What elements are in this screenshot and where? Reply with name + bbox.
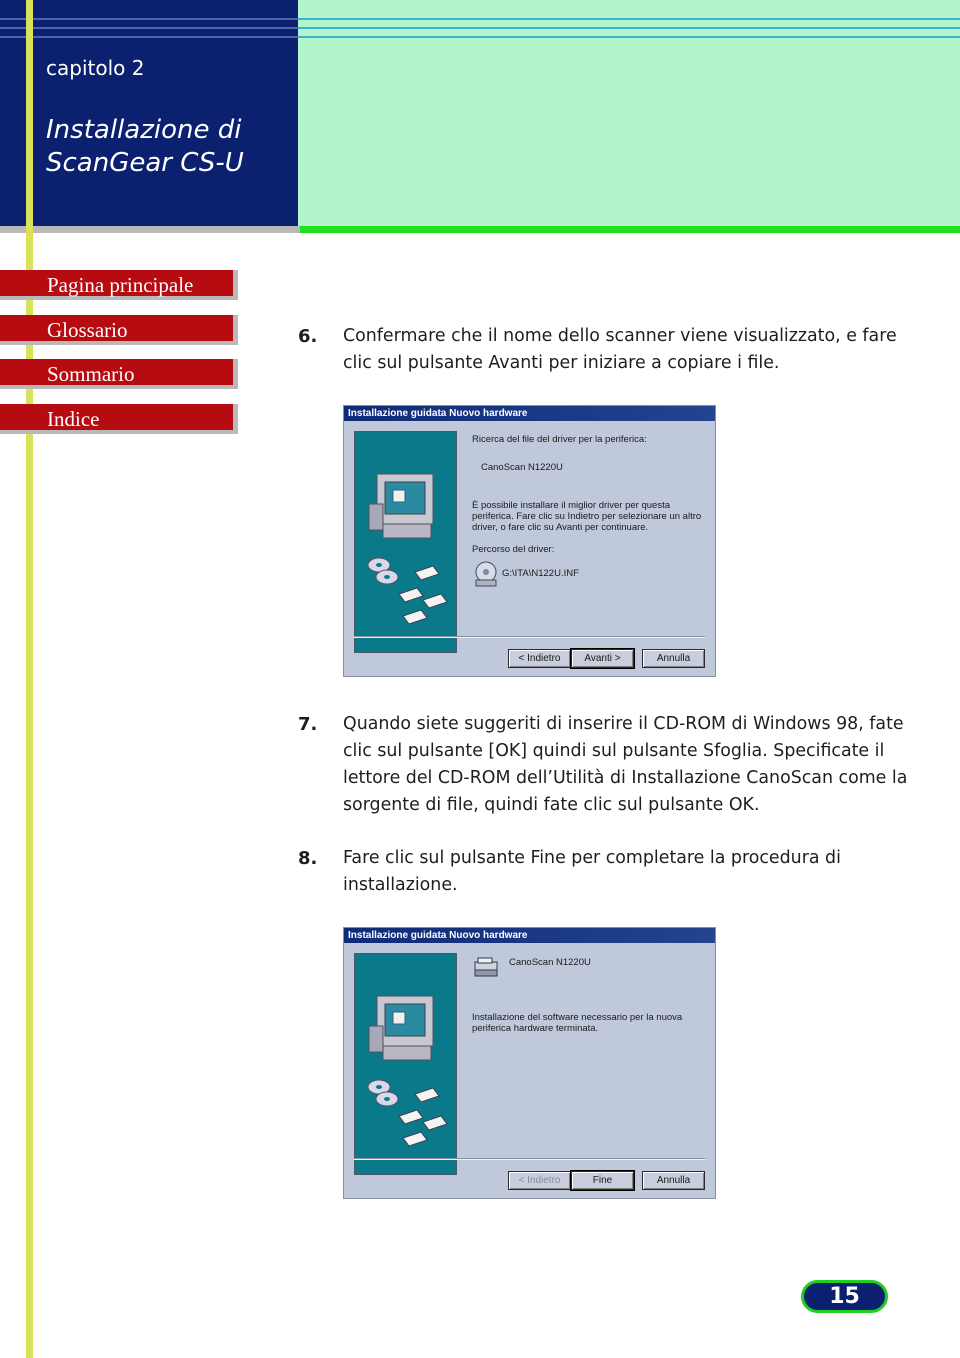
step-text: Quando siete suggeriti di inserire il CD-ROM di Windows 98, fate clic sul pulsante [OK] quindi sul pulsante Sfoglia. Specificate il lettore del CD-ROM dell’Utilità di Installazione CanoScan come la sorgente di file, quindi fate clic sul pulsante OK. (343, 714, 908, 815)
step-number: 6. (298, 326, 318, 347)
step-number: 7. (298, 714, 318, 735)
scanner-icon (472, 954, 500, 982)
page-spine (26, 0, 33, 1358)
header-shadow (0, 226, 300, 233)
step-text: Confermare che il nome dello scanner viene visualizzato, e fare clic sul pulsante Avanti per iniziare a copiare i file. (343, 326, 897, 373)
computer-illustration-icon (354, 953, 457, 1175)
nav-glossary-button[interactable]: Glossario (0, 315, 238, 345)
header-banner (298, 0, 960, 226)
step-text: Fare clic sul pulsante Fine per completare la procedura di installazione. (343, 848, 841, 895)
dialog-separator (354, 636, 705, 638)
chapter-label: capitolo 2 (46, 56, 145, 80)
nav-home-button[interactable]: Pagina principale (0, 270, 238, 300)
device-name: CanoScan N1220U (509, 957, 591, 968)
step-8 (298, 845, 918, 899)
cd-drive-icon (472, 560, 500, 588)
install-wizard-dialog-driver (343, 405, 716, 677)
dialog-title: Installazione guidata Nuovo hardware (344, 928, 715, 943)
page-number: 15 (801, 1280, 888, 1313)
step-7 (298, 711, 918, 819)
step-number: 8. (298, 848, 318, 869)
next-button[interactable]: Avanti > (571, 649, 634, 668)
header-panel (0, 0, 298, 226)
dialog-title: Installazione guidata Nuovo hardware (344, 406, 715, 421)
dialog-separator (354, 1158, 705, 1160)
install-wizard-dialog-complete (343, 927, 716, 1199)
search-label: Ricerca del file del driver per la periferica: (472, 434, 647, 445)
back-button[interactable]: < Indietro (508, 1171, 571, 1190)
nav-index-button[interactable]: Indice (0, 404, 238, 434)
computer-illustration-icon (354, 431, 457, 653)
header-accent-bar (300, 226, 960, 233)
nav-summary-button[interactable]: Sommario (0, 359, 238, 389)
driver-path: G:\ITA\N122U.INF (502, 568, 579, 579)
driver-path-label: Percorso del driver: (472, 544, 555, 555)
device-name: CanoScan N1220U (481, 462, 563, 473)
finish-button[interactable]: Fine (571, 1171, 634, 1190)
cancel-button[interactable]: Annulla (642, 649, 705, 668)
completion-text: Installazione del software necessario per la nuova periferica hardware terminata. (472, 1012, 683, 1034)
back-button[interactable]: < Indietro (508, 649, 571, 668)
page-title: Installazione di ScanGear CS-U (46, 115, 244, 178)
driver-info-text: È possibile installare il miglior driver per questa periferica. Fare clic su Indietro per selezionare un altro driver, o fare clic su Avanti per continuare. (472, 500, 702, 533)
cancel-button[interactable]: Annulla (642, 1171, 705, 1190)
step-6 (298, 323, 918, 377)
